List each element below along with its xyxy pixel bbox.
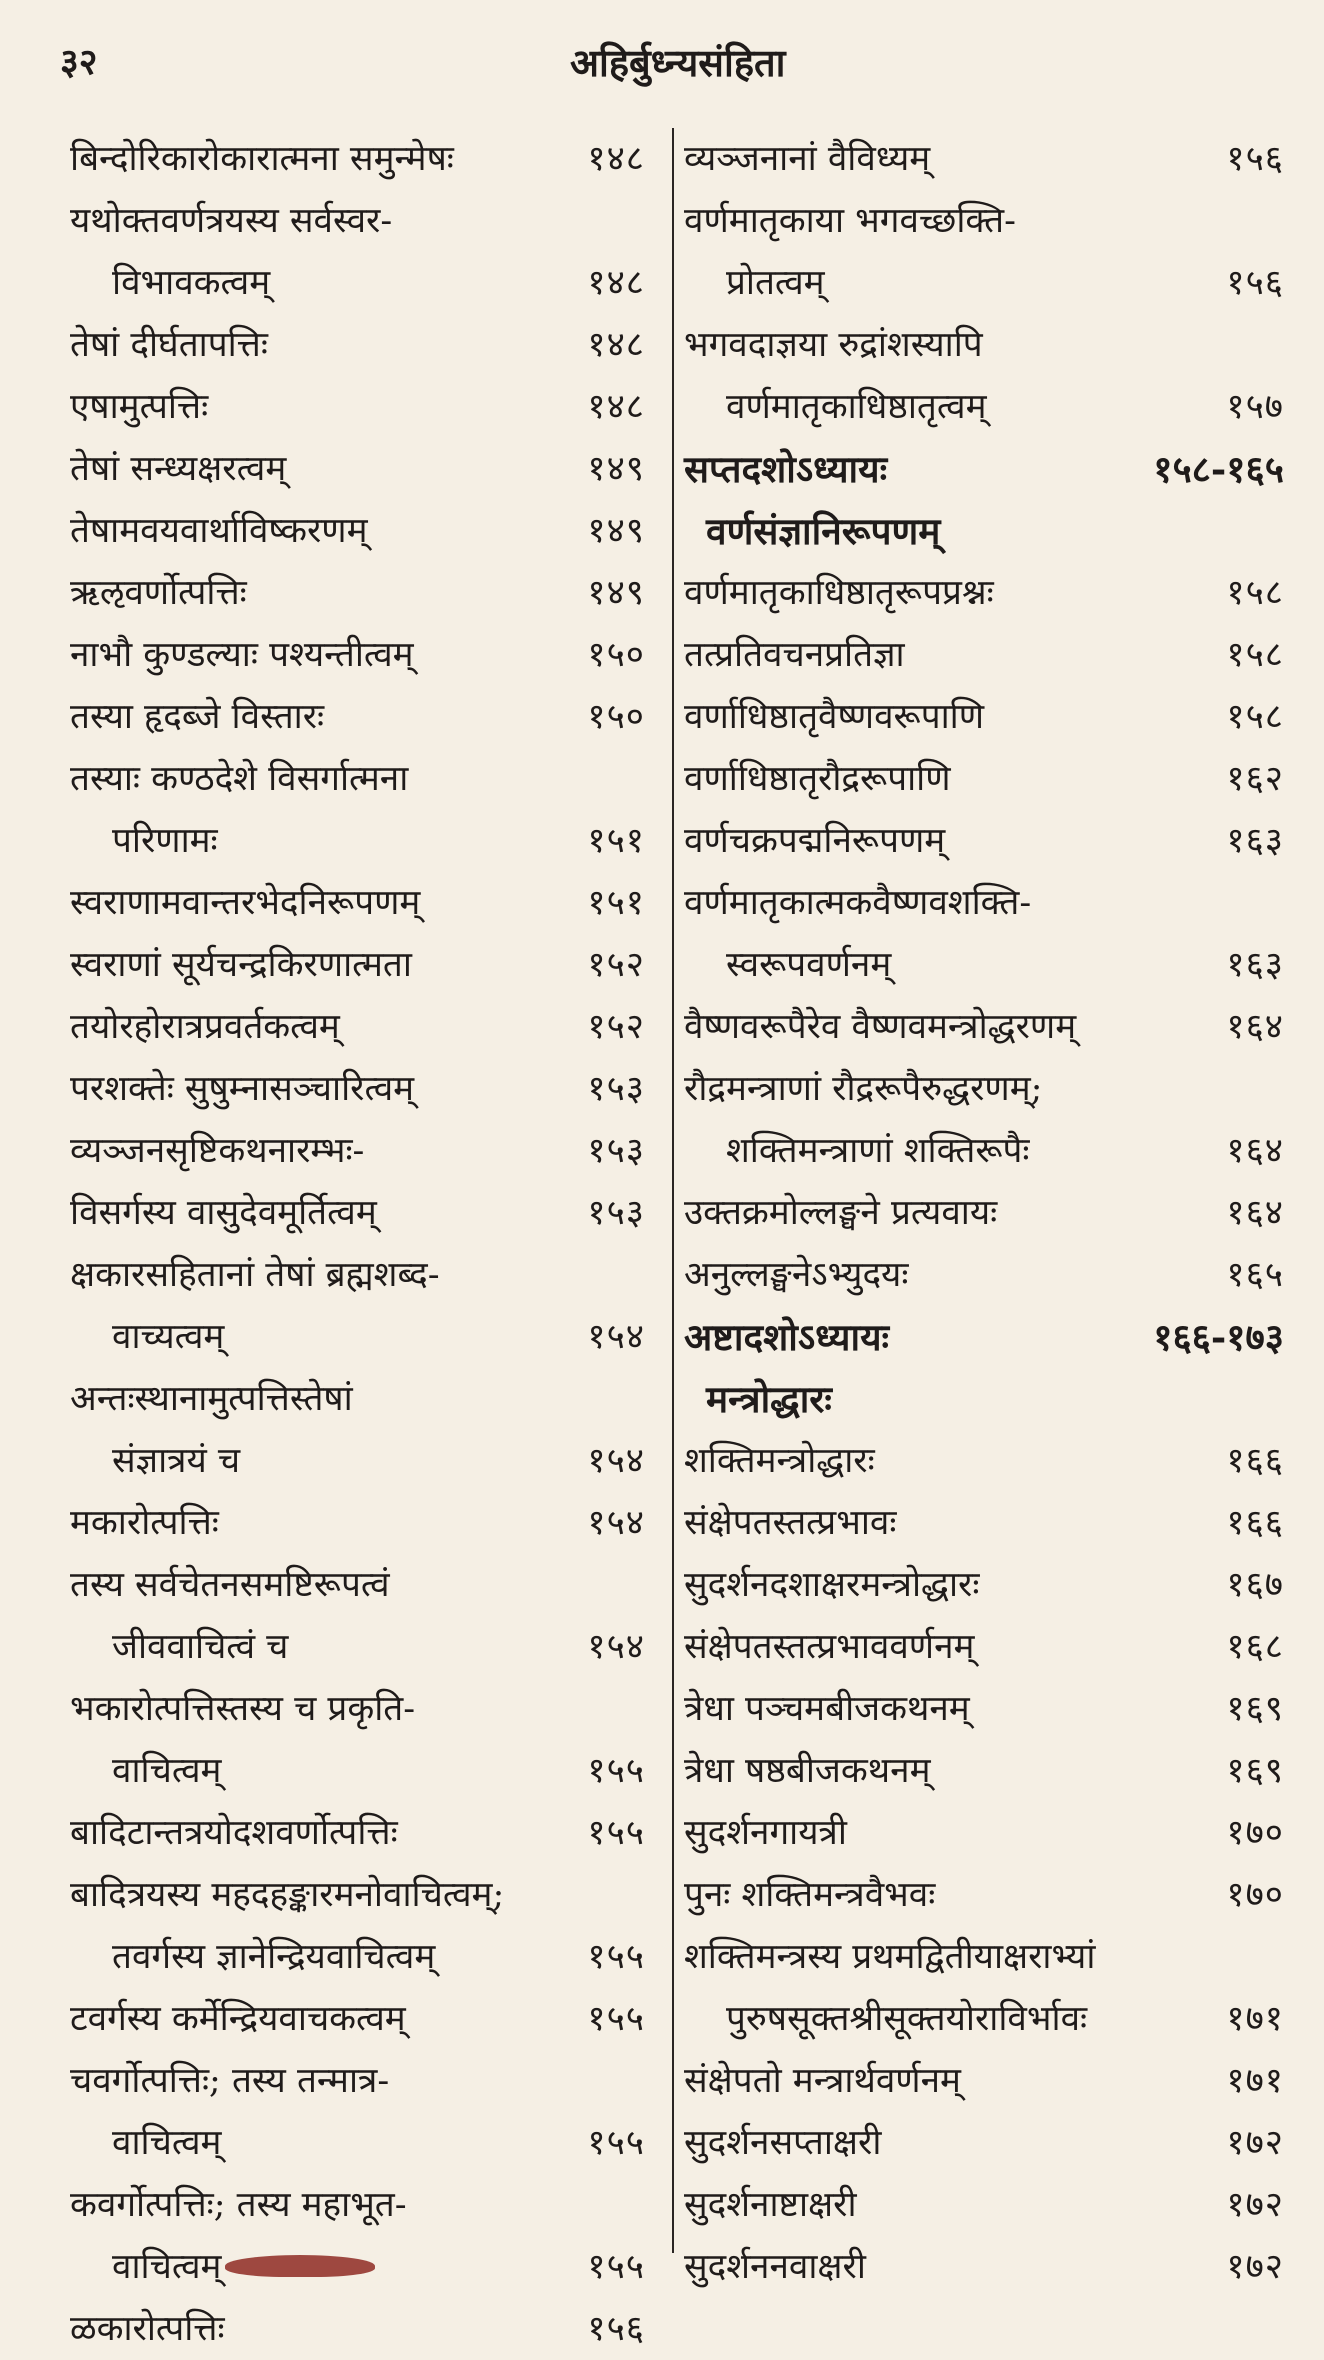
toc-entry: [684, 686, 1284, 748]
toc-page-number: १५३: [587, 1193, 645, 1233]
toc-entry-text: तवर्गस्य ज्ञानेन्द्रियवाचित्वम्: [112, 1937, 436, 1977]
toc-entry: [70, 1492, 645, 1554]
chapter-heading: [684, 1306, 1284, 1368]
toc-entry: [70, 1182, 645, 1244]
toc-page-number: १५०: [587, 697, 645, 737]
toc-entry: [70, 314, 645, 376]
toc-page-number: १५८: [1226, 635, 1284, 675]
toc-entry: [684, 1492, 1284, 1554]
toc-page-number: १५३: [587, 1069, 645, 1109]
toc-page-number: १४९: [587, 449, 645, 489]
toc-page-number: १७१: [1226, 1999, 1284, 2039]
toc-entry-text: नाभौ कुण्डल्याः पश्यन्तीत्वम्: [70, 635, 414, 675]
toc-entry-text: टवर्गस्य कर्मेन्द्रियवाचकत्वम्: [70, 1999, 406, 2039]
toc-page-number: १५४: [587, 1317, 645, 1357]
toc-entry-text: वर्णमातृकात्मकवैष्णवशक्ति-: [684, 883, 1032, 923]
toc-entry: [70, 1368, 645, 1492]
toc-entry-text: वर्णाधिष्ठातृरौद्ररूपाणि: [684, 759, 951, 799]
toc-right-column: [684, 128, 1284, 2298]
toc-page-number: १५५: [587, 2247, 645, 2287]
section-heading: वर्णसंज्ञानिरूपणम्: [706, 509, 941, 553]
toc-entry: [684, 128, 1284, 190]
toc-entry-text: सुदर्शननवाक्षरी: [684, 2247, 866, 2287]
toc-entry-text: स्वरूपवर्णनम्: [726, 945, 892, 985]
chapter-page-range: १६६-१७३: [1153, 1315, 1284, 1359]
toc-entry-text: वैष्णवरूपैरेव वैष्णवमन्त्रोद्धरणम्: [684, 1007, 1077, 1047]
toc-page-number: १६३: [1226, 821, 1284, 861]
toc-page-number: १५४: [587, 1503, 645, 1543]
toc-entry-text: शक्तिमन्त्राणां शक्तिरूपैः: [726, 1131, 1030, 1171]
ink-stain: [225, 2255, 375, 2277]
toc-entry-text: वाचित्वम्: [112, 1751, 222, 1791]
toc-entry-text: भकारोत्पत्तिस्तस्य च प्रकृति-: [70, 1689, 416, 1729]
toc-entry-text: तत्प्रतिवचनप्रतिज्ञा: [684, 635, 905, 675]
toc-page-number: १७२: [1226, 2123, 1284, 2163]
toc-entry: [70, 1802, 645, 1864]
toc-page-number: १५५: [587, 2123, 645, 2163]
chapter-heading: [684, 438, 1284, 500]
toc-page-number: १४९: [587, 573, 645, 613]
toc-page-number: १६७: [1226, 1565, 1284, 1605]
toc-entry-text: वर्णचक्रपद्मनिरूपणम्: [684, 821, 946, 861]
toc-entry-text: संज्ञात्रयं च: [112, 1441, 241, 1481]
toc-entry: [684, 2050, 1284, 2112]
toc-entry: [684, 1802, 1284, 1864]
toc-page-number: १५५: [587, 1999, 645, 2039]
toc-left-column: [70, 128, 645, 2360]
toc-entry-text: व्यञ्जनानां वैविध्यम्: [684, 139, 931, 179]
toc-entry: [70, 934, 645, 996]
toc-page-number: १६४: [1226, 1007, 1284, 1047]
toc-page-number: १५६: [587, 2309, 645, 2349]
toc-entry: [70, 1554, 645, 1678]
toc-entry: [684, 1244, 1284, 1306]
toc-page-number: १४८: [587, 387, 645, 427]
toc-entry: [684, 2236, 1284, 2298]
toc-entry: [684, 562, 1284, 624]
toc-entry: [684, 1678, 1284, 1740]
toc-page-number: १५३: [587, 1131, 645, 1171]
toc-entry: [70, 562, 645, 624]
toc-entry: [684, 748, 1284, 810]
chapter-page-range: १५८-१६५: [1153, 447, 1284, 491]
toc-entry: [684, 1058, 1284, 1182]
toc-page-number: १५६: [1226, 139, 1284, 179]
toc-page-number: १६९: [1226, 1751, 1284, 1791]
toc-entry-text: परशक्तेः सुषुम्नासञ्चारित्वम्: [70, 1069, 415, 1109]
toc-entry: [684, 190, 1284, 314]
toc-entry-text: परिणामः: [112, 821, 218, 861]
toc-entry: [684, 1182, 1284, 1244]
toc-page-number: १६४: [1226, 1131, 1284, 1171]
toc-page-number: १६६: [1226, 1503, 1284, 1543]
page-number: ३२: [60, 41, 98, 83]
toc-entry-text: सुदर्शनाष्टाक्षरी: [684, 2185, 857, 2225]
toc-entry: [684, 1616, 1284, 1678]
toc-entry-text: शक्तिमन्त्रस्य प्रथमद्वितीयाक्षराभ्यां: [684, 1937, 1096, 1977]
toc-entry: [70, 1988, 645, 2050]
toc-page-number: १६६: [1226, 1441, 1284, 1481]
toc-entry-text: अनुल्लङ्घनेऽभ्युदयः: [684, 1255, 909, 1295]
toc-entry-text: तयोरहोरात्रप्रवर्तकत्वम्: [70, 1007, 340, 1047]
toc-entry: [70, 500, 645, 562]
toc-entry: [684, 810, 1284, 872]
toc-entry-text: सुदर्शनसप्ताक्षरी: [684, 2123, 882, 2163]
toc-entry-text: सुदर्शनदशाक्षरमन्त्रोद्धारः: [684, 1565, 980, 1605]
toc-entry-text: उक्तक्रमोल्लङ्घने प्रत्यवायः: [684, 1193, 998, 1233]
toc-entry-text: जीववाचित्वं च: [112, 1627, 289, 1667]
toc-entry-text: एषामुत्पत्तिः: [70, 387, 209, 427]
toc-page-number: १५२: [587, 945, 645, 985]
toc-page-number: १७०: [1226, 1813, 1284, 1853]
toc-page-number: १७१: [1226, 2061, 1284, 2101]
chapter-title: सप्तदशोऽध्यायः: [684, 447, 888, 491]
toc-entry: [684, 996, 1284, 1058]
toc-entry: [70, 1678, 645, 1802]
toc-entry: [684, 314, 1284, 438]
toc-entry: [70, 1244, 645, 1368]
toc-entry-text: संक्षेपतस्तत्प्रभाववर्णनम्: [684, 1627, 975, 1667]
toc-entry: [70, 2050, 645, 2174]
toc-page-number: १५८: [1226, 573, 1284, 613]
toc-entry-text: तेषां दीर्घतापत्तिः: [70, 325, 268, 365]
toc-page-number: १७०: [1226, 1875, 1284, 1915]
column-divider: [672, 128, 674, 2253]
toc-entry-text: संक्षेपतो मन्त्रार्थवर्णनम्: [684, 2061, 961, 2101]
toc-entry: [70, 1120, 645, 1182]
toc-entry: [70, 686, 645, 748]
toc-page-number: १६८: [1226, 1627, 1284, 1667]
toc-page-number: १५६: [1226, 263, 1284, 303]
toc-entry-text: तस्याः कण्ठदेशे विसर्गात्मना: [70, 759, 409, 799]
toc-page-number: १४९: [587, 511, 645, 551]
toc-page-number: १६५: [1226, 1255, 1284, 1295]
toc-entry-text: सुदर्शनगायत्री: [684, 1813, 847, 1853]
toc-page-number: १५४: [587, 1441, 645, 1481]
running-title: अहिर्बुध्न्यसंहिता: [570, 40, 786, 85]
toc-entry: [70, 1864, 645, 1988]
toc-entry-text: भगवदाज्ञया रुद्रांशस्यापि: [684, 325, 983, 365]
toc-entry: [684, 1740, 1284, 1802]
toc-entry: [684, 2112, 1284, 2174]
toc-entry-text: वाच्यत्वम्: [112, 1317, 225, 1357]
toc-entry-text: मकारोत्पत्तिः: [70, 1503, 219, 1543]
toc-entry-text: विसर्गस्य वासुदेवमूर्तित्वम्: [70, 1193, 377, 1233]
toc-page-number: १५०: [587, 635, 645, 675]
toc-page-number: १५७: [1226, 387, 1284, 427]
toc-entry-text: वाचित्वम्: [112, 2247, 222, 2287]
toc-page-number: १५८: [1226, 697, 1284, 737]
toc-page-number: १५४: [587, 1627, 645, 1667]
toc-entry: [70, 376, 645, 438]
toc-page-number: १४८: [587, 263, 645, 303]
section-heading: मन्त्रोद्धारः: [706, 1377, 832, 1421]
toc-entry-text: ळकारोत्पत्तिः: [70, 2309, 225, 2349]
toc-entry-text: स्वराणामवान्तरभेदनिरूपणम्: [70, 883, 421, 923]
toc-entry-text: तेषां सन्ध्यक्षरत्वम्: [70, 449, 287, 489]
toc-entry-text: वर्णमातृकाया भगवच्छक्ति-: [684, 201, 1016, 241]
toc-entry-text: क्षकारसहितानां तेषां ब्रह्मशब्द-: [70, 1255, 440, 1295]
toc-entry: [684, 2174, 1284, 2236]
toc-entry-text: तस्य सर्वचेतनसमष्टिरूपत्वं: [70, 1565, 390, 1605]
toc-entry: [684, 624, 1284, 686]
toc-entry-text: चवर्गोत्पत्तिः; तस्य तन्मात्र-: [70, 2061, 390, 2101]
toc-entry-text: वर्णमातृकाधिष्ठातृरूपप्रश्नः: [684, 573, 994, 613]
toc-entry: [70, 2298, 645, 2360]
toc-entry-text: वर्णाधिष्ठातृवैष्णवरूपाणि: [684, 697, 985, 737]
toc-entry-text: बादिटान्तत्रयोदशवर्णोत्पत्तिः: [70, 1813, 398, 1853]
chapter-title: अष्टादशोऽध्यायः: [684, 1315, 890, 1359]
toc-entry: [684, 1430, 1284, 1492]
toc-entry: [70, 190, 645, 314]
toc-page-number: १६२: [1226, 759, 1284, 799]
toc-entry: [70, 996, 645, 1058]
toc-entry-text: पुनः शक्तिमन्त्रवैभवः: [684, 1875, 936, 1915]
toc-page-number: १६३: [1226, 945, 1284, 985]
toc-page-number: १६४: [1226, 1193, 1284, 1233]
toc-entry-text: शक्तिमन्त्रोद्धारः: [684, 1441, 875, 1481]
toc-entry-text: बिन्दोरिकारोकारात्मना समुन्मेषः: [70, 139, 454, 179]
toc-entry-text: ऋऌवर्णोत्पत्तिः: [70, 573, 247, 613]
toc-entry-text: तस्या हृदब्जे विस्तारः: [70, 697, 325, 737]
toc-page-number: १५२: [587, 1007, 645, 1047]
toc-page-number: १५५: [587, 1751, 645, 1791]
toc-entry-text: त्रेधा षष्ठबीजकथनम्: [684, 1751, 931, 1791]
toc-entry: [684, 1864, 1284, 1926]
toc-entry-text: विभावकत्वम्: [112, 263, 271, 303]
toc-entry-text: अन्तःस्थानामुत्पत्तिस्तेषां: [70, 1379, 353, 1419]
toc-entry: [70, 624, 645, 686]
toc-entry: [70, 1058, 645, 1120]
toc-entry-text: यथोक्तवर्णत्रयस्य सर्वस्वर-: [70, 201, 393, 241]
toc-entry-text: पुरुषसूक्तश्रीसूक्तयोराविर्भावः: [726, 1999, 1088, 2039]
toc-entry: [70, 438, 645, 500]
toc-entry-text: तेषामवयवार्थाविष्करणम्: [70, 511, 368, 551]
toc-page-number: १५५: [587, 1813, 645, 1853]
toc-entry-text: त्रेधा पञ्चमबीजकथनम्: [684, 1689, 970, 1729]
toc-page-number: १५५: [587, 1937, 645, 1977]
toc-entry-text: प्रोतत्वम्: [726, 263, 825, 303]
toc-entry-text: वर्णमातृकाधिष्ठातृत्वम्: [726, 387, 987, 427]
toc-entry: [70, 748, 645, 872]
toc-entry: [684, 1926, 1284, 2050]
toc-page-number: १५१: [587, 883, 645, 923]
toc-entry-text: बादित्रयस्य महदहङ्कारमनोवाचित्वम्;: [70, 1875, 505, 1915]
toc-page-number: १५१: [587, 821, 645, 861]
toc-page-number: १४८: [587, 139, 645, 179]
toc-page-number: १६९: [1226, 1689, 1284, 1729]
toc-entry: [70, 128, 645, 190]
toc-page-number: १७२: [1226, 2185, 1284, 2225]
toc-page-number: १४८: [587, 325, 645, 365]
toc-entry: [684, 1554, 1284, 1616]
toc-entry-text: कवर्गोत्पत्तिः; तस्य महाभूत-: [70, 2185, 407, 2225]
toc-entry: [70, 2174, 645, 2298]
toc-entry: [684, 872, 1284, 996]
toc-entry-text: व्यञ्जनसृष्टिकथनारम्भः-: [70, 1131, 365, 1171]
toc-page-number: १७२: [1226, 2247, 1284, 2287]
toc-entry: [70, 872, 645, 934]
toc-entry-text: संक्षेपतस्तत्प्रभावः: [684, 1503, 897, 1543]
toc-entry-text: रौद्रमन्त्राणां रौद्ररूपैरुद्धरणम्;: [684, 1069, 1043, 1109]
toc-entry-text: स्वराणां सूर्यचन्द्रकिरणात्मता: [70, 945, 412, 985]
toc-entry-text: वाचित्वम्: [112, 2123, 222, 2163]
